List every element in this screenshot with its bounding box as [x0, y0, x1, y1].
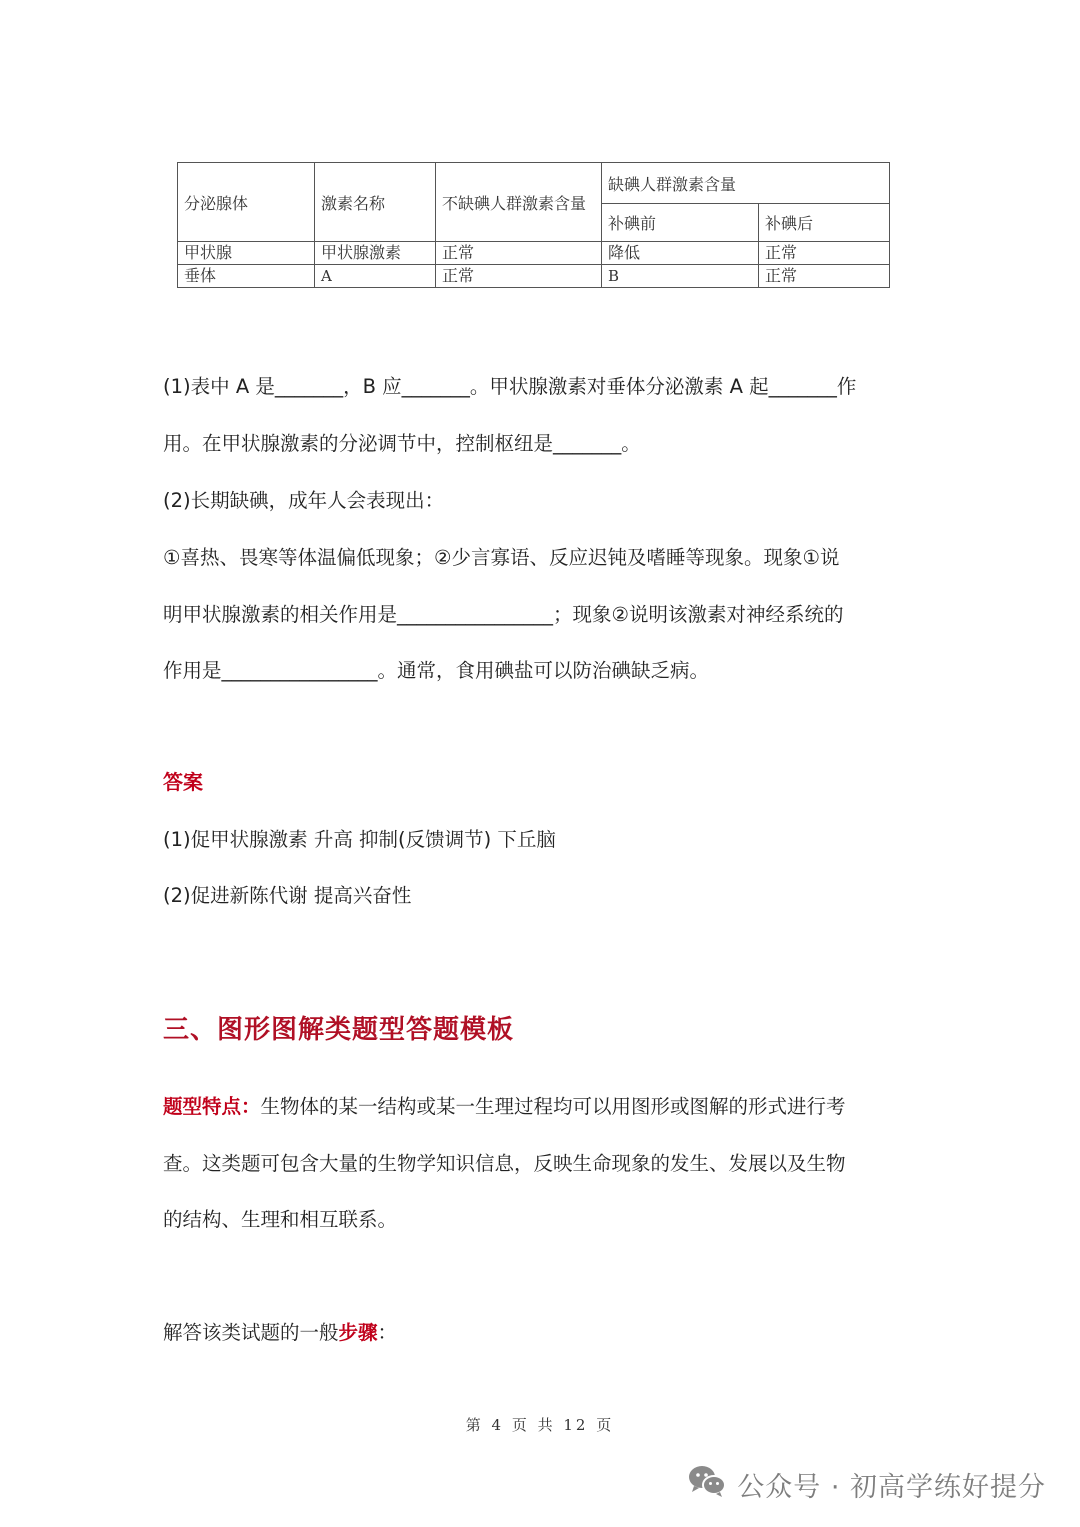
steps-prefix: 解答该类试题的一般 [163, 1321, 339, 1344]
question-2-line-4: 作用是________________。通常，食用碘盐可以防治碘缺乏病。 [163, 659, 710, 682]
question-2-line-3: 明甲状腺激素的相关作用是________________；现象②说明该激素对神经系统的 [163, 603, 844, 626]
table-row [178, 265, 890, 288]
header-hormone: 激素名称 [315, 163, 436, 242]
header-after: 补碘后 [759, 204, 890, 242]
section-heading: 三、图形图解类题型答题模板 [163, 1015, 515, 1045]
answer-line-1: (1)促甲状腺激素 升高 抑制(反馈调节) 下丘脑 [163, 828, 556, 851]
table-cell: B [602, 265, 759, 288]
wechat-icon [687, 1464, 737, 1505]
feature-text: 生物体的某一结构或某一生理过程均可以用图形或图解的形式进行考 [260, 1095, 846, 1118]
question-2-line-1: (2)长期缺碘，成年人会表现出： [163, 489, 445, 512]
feature-label: 题型特点： [163, 1095, 261, 1118]
steps-line [163, 1304, 923, 1361]
page-number: 第 4 页 共 12 页 [465, 1416, 615, 1434]
steps-suffix: ： [377, 1321, 398, 1344]
table-row [178, 242, 890, 265]
header-deficient-group: 缺碘人群激素含量 [602, 163, 890, 204]
answer-line-2: (2)促进新陈代谢 提高兴奋性 [163, 884, 412, 907]
feature-line-2: 查。这类题可包含大量的生物学知识信息，反映生命现象的发生、发展以及生物 [163, 1152, 846, 1175]
table-cell: 甲状腺激素 [315, 242, 436, 265]
feature-line-3: 的结构、生理和相互联系。 [163, 1208, 398, 1231]
answer-title: 答案 [163, 770, 203, 794]
table-cell: 降低 [602, 242, 759, 265]
question-1-line-1: (1)表中 A 是_______，B 应_______。甲状腺激素对垂体分泌激素 A 起_______作 [163, 375, 857, 398]
table-cell: 甲状腺 [178, 242, 315, 265]
table-cell: 垂体 [178, 265, 315, 288]
question-1-line-2: 用。在甲状腺激素的分泌调节中，控制枢纽是_______。 [163, 432, 641, 455]
watermark-text: 公众号 · 初高学练好提分 [737, 1471, 1046, 1503]
table-header-row [178, 163, 890, 204]
header-normal-group: 不缺碘人群激素含量 [436, 163, 602, 242]
steps-keyword: 步骤 [338, 1321, 378, 1344]
header-before: 补碘前 [602, 204, 759, 242]
table-cell: 正常 [759, 265, 890, 288]
table-cell: 正常 [436, 265, 602, 288]
table-cell: A [315, 265, 436, 288]
watermark [687, 1460, 1046, 1508]
feature-line-1 [163, 1078, 923, 1135]
table-cell: 正常 [436, 242, 602, 265]
header-gland: 分泌腺体 [178, 163, 315, 242]
question-2-line-2: ①喜热、畏寒等体温偏低现象；②少言寡语、反应迟钝及嗜睡等现象。现象①说 [163, 546, 840, 569]
hormone-table [177, 162, 890, 288]
table-cell: 正常 [759, 242, 890, 265]
